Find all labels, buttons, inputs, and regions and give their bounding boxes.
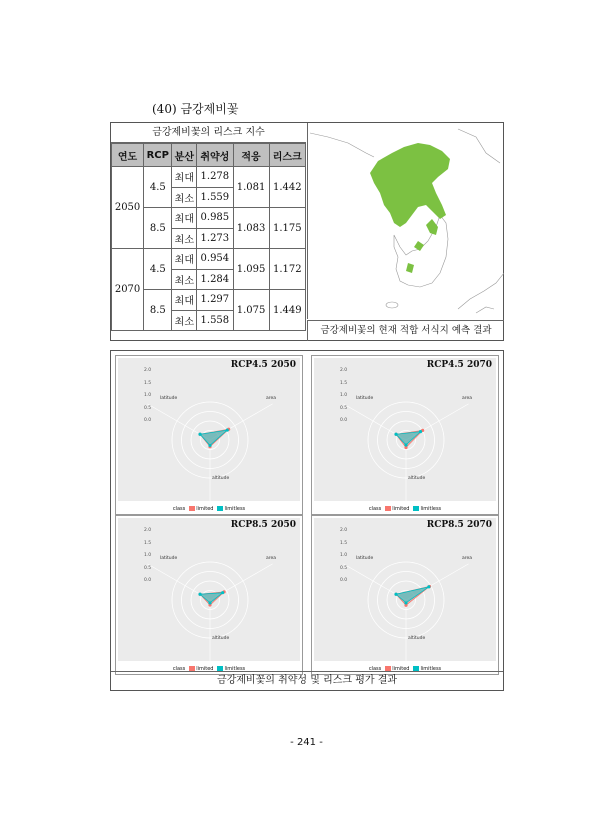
radar-panel (311, 355, 499, 515)
risk-summary-block (110, 122, 504, 341)
legend-label: limited (196, 506, 214, 512)
cell-variance: 최소 (172, 269, 197, 290)
axis-label: latitude (160, 396, 178, 401)
cell-adaptation: 1.075 (233, 290, 269, 331)
data-point (221, 591, 224, 594)
figure-caption: 금강제비꽃의 취약성 및 리스크 평가 결과 (111, 671, 503, 690)
cell-variance: 최소 (172, 310, 197, 331)
tick-label: 0.5 (340, 565, 348, 571)
series-polygon (396, 432, 420, 445)
header-risk: 리스크 (269, 144, 305, 167)
tick-label: 0.0 (144, 578, 152, 583)
radar-panel (115, 515, 303, 675)
legend-label: limited (392, 666, 410, 672)
cell-year: 2070 (112, 249, 144, 331)
cell-adaptation: 1.083 (233, 208, 269, 249)
cell-vulnerability: 1.297 (197, 290, 233, 311)
axis-label: area (462, 556, 473, 561)
table-row (112, 167, 306, 188)
table-header-row (112, 144, 306, 167)
axis-label: area (266, 556, 277, 561)
data-point (198, 433, 201, 436)
tick-label: 0.5 (144, 565, 152, 571)
header-vulnerability: 취약성 (197, 144, 233, 167)
table-row (112, 249, 306, 270)
legend-label: limitless (420, 666, 442, 672)
map-caption: 금강제비꽃의 현재 적합 서식지 예측 결과 (307, 320, 504, 341)
chart-legend (116, 506, 302, 512)
tick-label: 0.0 (144, 418, 152, 423)
cell-vulnerability: 0.985 (197, 208, 233, 229)
radar-panel (311, 515, 499, 675)
radar-charts-block (110, 350, 504, 691)
data-point (208, 601, 211, 604)
axis-label: altitude (408, 476, 426, 481)
radar-svg (118, 518, 300, 661)
tick-label: 1.5 (340, 380, 348, 386)
data-point (404, 443, 407, 446)
cell-vulnerability: 0.954 (197, 249, 233, 270)
legend-label: limitless (224, 506, 246, 512)
axis-label: altitude (408, 636, 426, 641)
table-caption: 금강제비꽃의 리스크 지수 (111, 123, 306, 143)
section-heading: (40) 금강제비꽃 (152, 102, 239, 116)
legend-label: limitless (420, 506, 442, 512)
tick-label: 1.5 (340, 540, 348, 546)
tick-label: 2.0 (144, 368, 152, 373)
tick-label: 1.0 (144, 393, 152, 398)
data-point (394, 433, 397, 436)
axis-label: area (266, 396, 277, 401)
cell-vulnerability: 1.558 (197, 310, 233, 331)
legend-swatch (217, 506, 223, 511)
axis-label: area (462, 396, 473, 401)
axis-label: altitude (212, 476, 230, 481)
cell-variance: 최대 (172, 290, 197, 311)
data-point (404, 601, 407, 604)
data-point (198, 593, 201, 596)
legend-swatch (385, 506, 391, 511)
cell-risk: 1.442 (269, 167, 305, 208)
legend-swatch (413, 506, 419, 511)
axis-label: latitude (356, 556, 374, 561)
chart-title: RCP4.5 2070 (426, 360, 492, 370)
axis-label: latitude (356, 396, 374, 401)
legend-label: limited (196, 666, 214, 672)
habitat-area (370, 143, 450, 227)
axis-label: altitude (212, 636, 230, 641)
cell-variance: 최대 (172, 208, 197, 229)
cell-rcp: 8.5 (144, 290, 172, 331)
legend-label: limitless (224, 666, 246, 672)
tick-label: 1.0 (340, 553, 348, 558)
radar-panel (115, 355, 303, 515)
chart-legend (312, 506, 498, 512)
header-adaptation: 적응 (233, 144, 269, 167)
cell-rcp: 8.5 (144, 208, 172, 249)
data-point (208, 444, 211, 447)
tick-label: 0.5 (144, 405, 152, 411)
tick-label: 2.0 (144, 528, 152, 533)
chart-title: RCP4.5 2050 (230, 360, 296, 370)
cell-risk: 1.172 (269, 249, 305, 290)
legend-label: limited (392, 506, 410, 512)
page-number: - 241 - (290, 737, 323, 748)
cell-year: 2050 (112, 167, 144, 249)
legend-title: class (172, 666, 186, 672)
tick-label: 1.0 (144, 553, 152, 558)
cell-vulnerability: 1.559 (197, 187, 233, 208)
habitat-map (307, 123, 504, 319)
cell-vulnerability: 1.273 (197, 228, 233, 249)
header-variance: 분산 (172, 144, 197, 167)
cell-risk: 1.449 (269, 290, 305, 331)
cell-rcp: 4.5 (144, 167, 172, 208)
tick-label: 1.5 (144, 540, 152, 546)
tick-label: 1.0 (340, 393, 348, 398)
tick-label: 2.0 (340, 368, 348, 373)
legend-title: class (172, 506, 186, 512)
header-rcp: RCP (144, 144, 172, 167)
south-korea-outline (394, 215, 448, 287)
data-point (394, 593, 397, 596)
cell-variance: 최대 (172, 249, 197, 270)
cell-variance: 최대 (172, 167, 197, 188)
axis-label: latitude (160, 556, 178, 561)
legend-title: class (368, 506, 382, 512)
cell-vulnerability: 1.278 (197, 167, 233, 188)
cell-variance: 최소 (172, 228, 197, 249)
legend-title: class (368, 666, 382, 672)
cell-risk: 1.175 (269, 208, 305, 249)
tick-label: 0.0 (340, 418, 348, 423)
tick-label: 0.5 (340, 405, 348, 411)
legend-swatch (189, 506, 195, 511)
data-point (226, 428, 229, 431)
chart-title: RCP8.5 2070 (426, 520, 492, 530)
cell-adaptation: 1.081 (233, 167, 269, 208)
cell-rcp: 4.5 (144, 249, 172, 290)
risk-index-table (111, 123, 306, 331)
cell-variance: 최소 (172, 187, 197, 208)
data-point (419, 430, 422, 433)
korea-map-image (308, 123, 504, 319)
cell-adaptation: 1.095 (233, 249, 269, 290)
tick-label: 2.0 (340, 528, 348, 533)
radar-svg (314, 358, 496, 501)
header-year: 연도 (112, 144, 144, 167)
tick-label: 1.5 (144, 380, 152, 386)
radar-svg (314, 518, 496, 661)
chart-title: RCP8.5 2050 (230, 520, 296, 530)
data-point (427, 585, 430, 588)
cell-vulnerability: 1.284 (197, 269, 233, 290)
tick-label: 0.0 (340, 578, 348, 583)
radar-svg (118, 358, 300, 501)
